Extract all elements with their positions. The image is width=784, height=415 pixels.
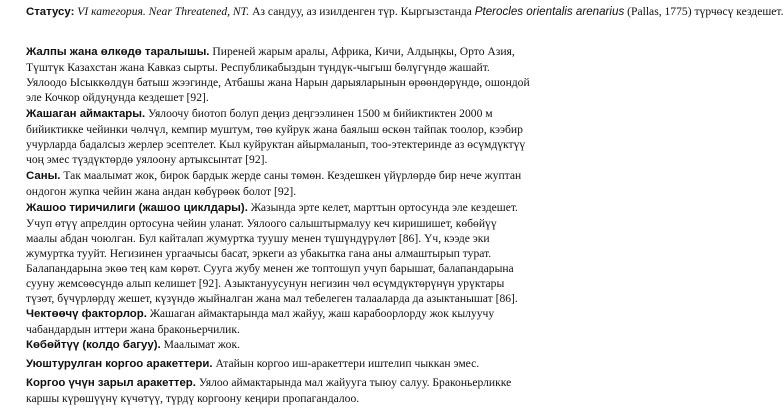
status-category: VI категория. Near Threatened, NT. xyxy=(77,5,250,18)
life-cycle-line: Жазында эрте келет, марттын ортосунда эле кездешет. xyxy=(250,201,518,214)
life-cycle-line: сууну жемсөөсүндө алып келишет [92]. Азыктануусунун негизин чөл өсүмдүктөрүнүн урүктары xyxy=(26,277,505,290)
habitat-section xyxy=(0,106,650,167)
life-cycle-line: жумуртка тууйт. Негизинен ургаачысы басат, эркеги аз убакытка гана аны алмаштырып турат. xyxy=(26,247,492,260)
distribution-heading: Жалпы жана өлкөдө таралышы. xyxy=(26,46,210,58)
status-heading: Статусу: xyxy=(26,6,75,18)
life-cycle-line: Балапандарына экөө тең кам көрөт. Суугa жубу менен же топтошуп учуп барышат, балапандарына xyxy=(26,262,514,275)
habitat-line: бийиктикке чейинки чөлчүл, кемпир муштум, төө куйрук жана баялыш өскөн тайпак тоолор, кээбир xyxy=(26,123,523,136)
status-section xyxy=(0,4,784,20)
habitat-heading: Жашаган аймактары. xyxy=(26,108,146,120)
distribution-line: эле Кочкор ойдуңунда кездешет [92]. xyxy=(26,91,209,104)
measures-needed-line: каршы күрөшүүнү күчөтүү, түрдү коргоону кеңири пропагандалоо. xyxy=(26,392,360,405)
life-cycle-section xyxy=(0,200,650,306)
distribution-line: Түштүк Казахстан жана Кавказ сырты. Республикабыздын түндүк-чыгыш бөлүгүндө жашайт. xyxy=(26,61,490,74)
limiting-factors-heading: Чектөөчү факторлор. xyxy=(26,308,147,320)
numbers-heading: Саны. xyxy=(26,170,61,182)
numbers-line: ондогон жупка чейин жана андан көбүрөөк болот [92]. xyxy=(26,185,297,198)
numbers-line: Так маалымат жок, бирок бардык жерде саны төмөн. Кездешкен үйүрлөрдө бир нече жуптан xyxy=(63,169,522,182)
habitat-line: учурларда бадалсыз жерлер эсептелет. Кыл куйруктан айырмаланып, тоо-этектеринде аз өсүмдүктүү xyxy=(26,138,526,151)
breeding-heading: Көбөйтүү (колдо багуу). xyxy=(26,339,161,351)
distribution-line: Уялоодо Ысыккөлдүн батыш жээгинде, Атбашы жана Нарын дарыяларынын өрөөндөрүндө, ошондой xyxy=(26,76,530,89)
measures-needed-heading: Коргоо үчүн зарыл аракеттер. xyxy=(26,377,196,389)
limiting-factors-line: Жашаган аймактарында мал жайуу, жаш карабоорлорду жок кылуучу xyxy=(149,307,495,320)
breeding-section xyxy=(0,337,650,353)
measures-needed-section xyxy=(0,375,650,406)
limiting-factors-line: чабандардын иттери жана браконьерчилик. xyxy=(26,323,240,336)
habitat-line: чоң эмес түздүктөрдө уялоону артыксынтат [92]. xyxy=(26,153,268,166)
numbers-section xyxy=(0,168,650,199)
species-author: (Pallas, 1775) xyxy=(627,5,692,18)
life-cycle-line: түзөт, бүчүрлөрдү жешет, күзүндө жыйналган жана мал тебелеген талааларда да азыктанышат [86]. xyxy=(26,292,518,305)
distribution-section xyxy=(0,44,650,105)
limiting-factors-section xyxy=(0,306,650,337)
habitat-line: Уялоочу биотоп болуп деңиз деңгээлинен 1500 м бийиктиктен 2000 м xyxy=(148,107,493,120)
measures-taken-heading: Уюштурулган коргоо аракеттери. xyxy=(26,358,213,370)
life-cycle-line: Учуп өтүү апрелдин ортосуна чейин уланат. Уялоого салыштырмалуу кеч киришишет, көбөйүү xyxy=(26,217,497,230)
measures-taken-text: Атайын коргоо иш-аракеттери иштелип чыккан эмес. xyxy=(215,357,480,370)
status-text-2: түрчөсү кездешет. xyxy=(694,5,784,18)
distribution-line: Пиреней жарым аралы, Африка, Кичи, Алдыңкы, Орто Азия, xyxy=(212,45,515,58)
status-text: Аз сандуу, аз изилденген түр. Кыргызстанда xyxy=(252,5,472,18)
life-cycle-heading: Жашоо тиричилиги (жашоо циклдары). xyxy=(26,202,248,214)
species-name: Pterocles orientalis arenarius xyxy=(474,5,625,18)
breeding-text: Маалымат жок. xyxy=(163,338,240,351)
measures-needed-line: Уялоо аймактарында мал жайууга тыюу салуу. Браконьерликке xyxy=(198,376,512,389)
life-cycle-line: маалы абдан чоюлган. Бул кайталап жумуртка туушу менен түшүндүрүлөт [86]. Үч, кээде эки xyxy=(26,232,490,245)
measures-taken-section xyxy=(0,356,650,372)
